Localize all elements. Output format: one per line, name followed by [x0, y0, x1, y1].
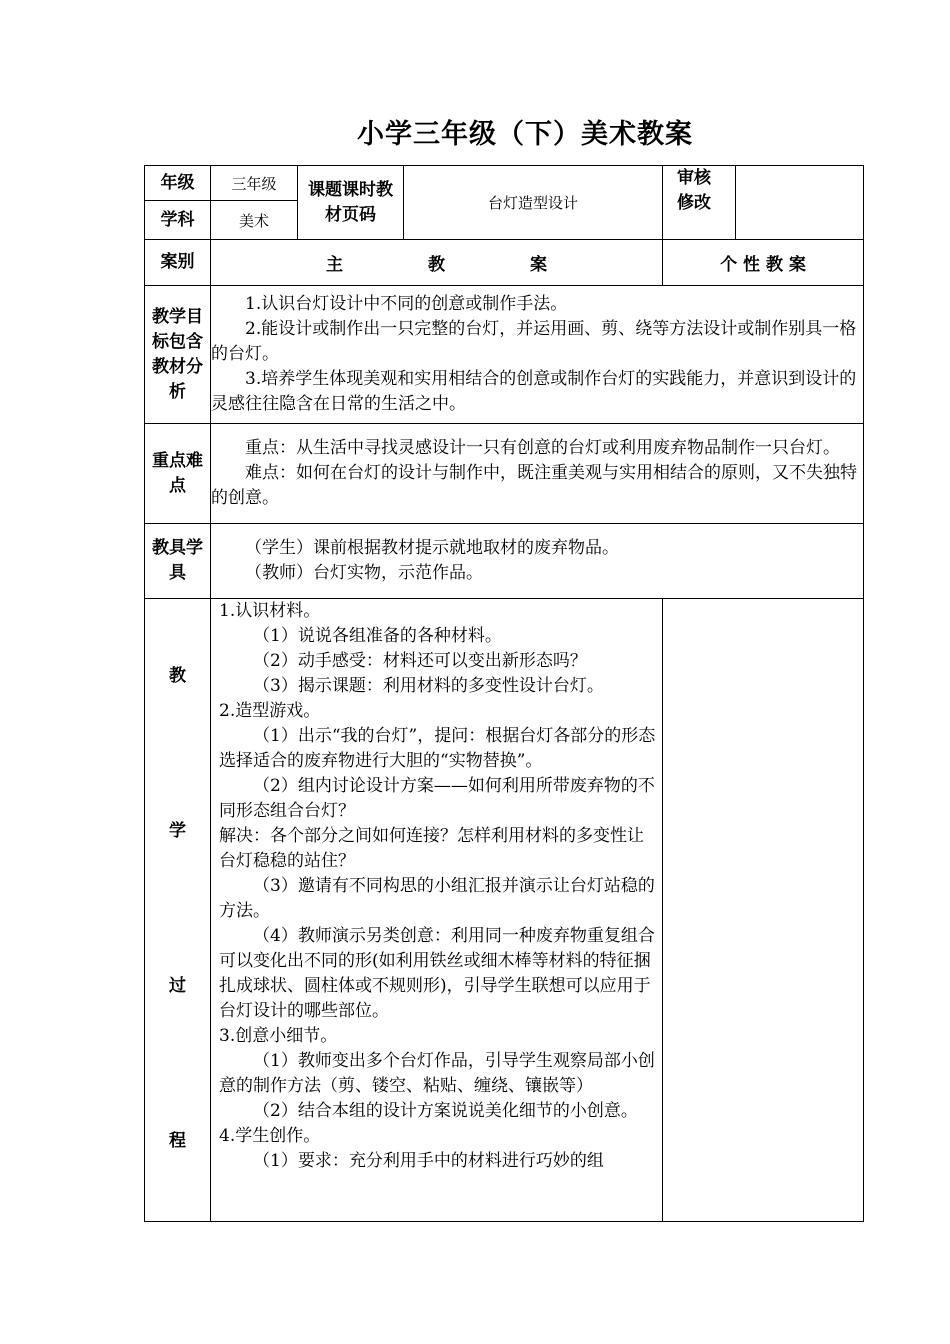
objective-item: 1.认识台灯设计中不同的创意或制作手法。 [245, 294, 568, 314]
process-label-char: 教 [169, 666, 186, 686]
process-line: 解决：各个部分之间如何连接？怎样利用材料的多变性让台灯稳稳的站住？ [219, 826, 644, 871]
grade-value: 三年级 [211, 166, 298, 201]
process-label-cell [145, 599, 211, 1222]
personal-plan-heading: 个 性 教 案 [663, 240, 864, 286]
process-label-char: 程 [169, 1131, 186, 1151]
process-line: （1）说说各组准备的各种材料。 [253, 626, 502, 646]
key-point-item: 难点：如何在台灯的设计与制作中，既注重美观与实用相结合的原则，又不失独特的创意。 [211, 463, 857, 508]
process-content [211, 599, 663, 1222]
objectives-content [211, 286, 864, 424]
grade-label: 年级 [145, 166, 211, 201]
process-line: （4）教师演示另类创意：利用同一种废弃物重复组合可以变化出不同的形(如利用铁丝或细木棒等材料的特征捆扎成球状、圆柱体或不规则形)，引导学生联想可以应用于台灯设计的哪些部位。 [219, 926, 655, 1021]
review-value [736, 166, 864, 240]
process-line: （2）结合本组的设计方案说说美化细节的小创意。 [253, 1101, 638, 1121]
tool-item: （教师）台灯实物，示范作品。 [245, 563, 483, 583]
process-label-char: 学 [169, 821, 186, 841]
process-personal-notes [663, 599, 864, 1222]
lesson-title: 台灯造型设计 [404, 166, 663, 240]
tools-content [211, 524, 864, 599]
case-label: 案别 [145, 240, 211, 286]
main-plan-heading: 主 教 案 [211, 240, 663, 286]
lesson-label: 课题课时教材页码 [298, 166, 404, 240]
process-line: （1）要求：充分利用手中的材料进行巧妙的组 [253, 1151, 604, 1171]
process-line: 3.创意小细节。 [219, 1026, 338, 1046]
review-label: 审核修改 [663, 166, 736, 240]
process-line: （3）邀请有不同构思的小组汇报并演示让台灯站稳的方法。 [219, 876, 655, 921]
subject-label: 学科 [145, 201, 211, 240]
process-line: 2.造型游戏。 [219, 701, 321, 721]
objectives-label: 教学目标包含教材分析 [145, 286, 211, 424]
key-points-content [211, 424, 864, 524]
key-points-label: 重点难点 [145, 424, 211, 524]
objective-item: 3.培养学生体现美观和实用相结合的创意或制作台灯的实践能力，并意识到设计的灵感往往隐含在日常的生活之中。 [211, 369, 857, 414]
process-line: （1）出示“我的台灯”，提问：根据台灯各部分的形态选择适合的废弃物进行大胆的“实物替换”。 [219, 726, 656, 771]
process-line: （2）动手感受：材料还可以变出新形态吗？ [253, 651, 587, 671]
process-label-char: 过 [169, 976, 186, 996]
tools-label: 教具学具 [145, 524, 211, 599]
subject-value: 美术 [211, 201, 298, 240]
objective-item: 2.能设计或制作出一只完整的台灯，并运用画、剪、绕等方法设计或制作别具一格的台灯。 [211, 319, 857, 364]
lesson-plan-table [144, 165, 864, 1222]
process-line: 1.认识材料。 [219, 601, 321, 621]
process-line: （3）揭示课题：利用材料的多变性设计台灯。 [253, 676, 604, 696]
process-line: （2）组内讨论设计方案——如何利用所带废弃物的不同形态组合台灯？ [219, 776, 655, 821]
tool-item: （学生）课前根据教材提示就地取材的废弃物品。 [245, 538, 619, 558]
key-point-item: 重点：从生活中寻找灵感设计一只有创意的台灯或利用废弃物品制作一只台灯。 [245, 438, 840, 458]
process-line: 4.学生创作。 [219, 1126, 321, 1146]
document-title: 小学三年级（下）美术教案 [357, 119, 693, 150]
process-line: （1）教师变出多个台灯作品，引导学生观察局部小创意的制作方法（剪、镂空、粘贴、缠绕、镶嵌等） [219, 1051, 655, 1096]
